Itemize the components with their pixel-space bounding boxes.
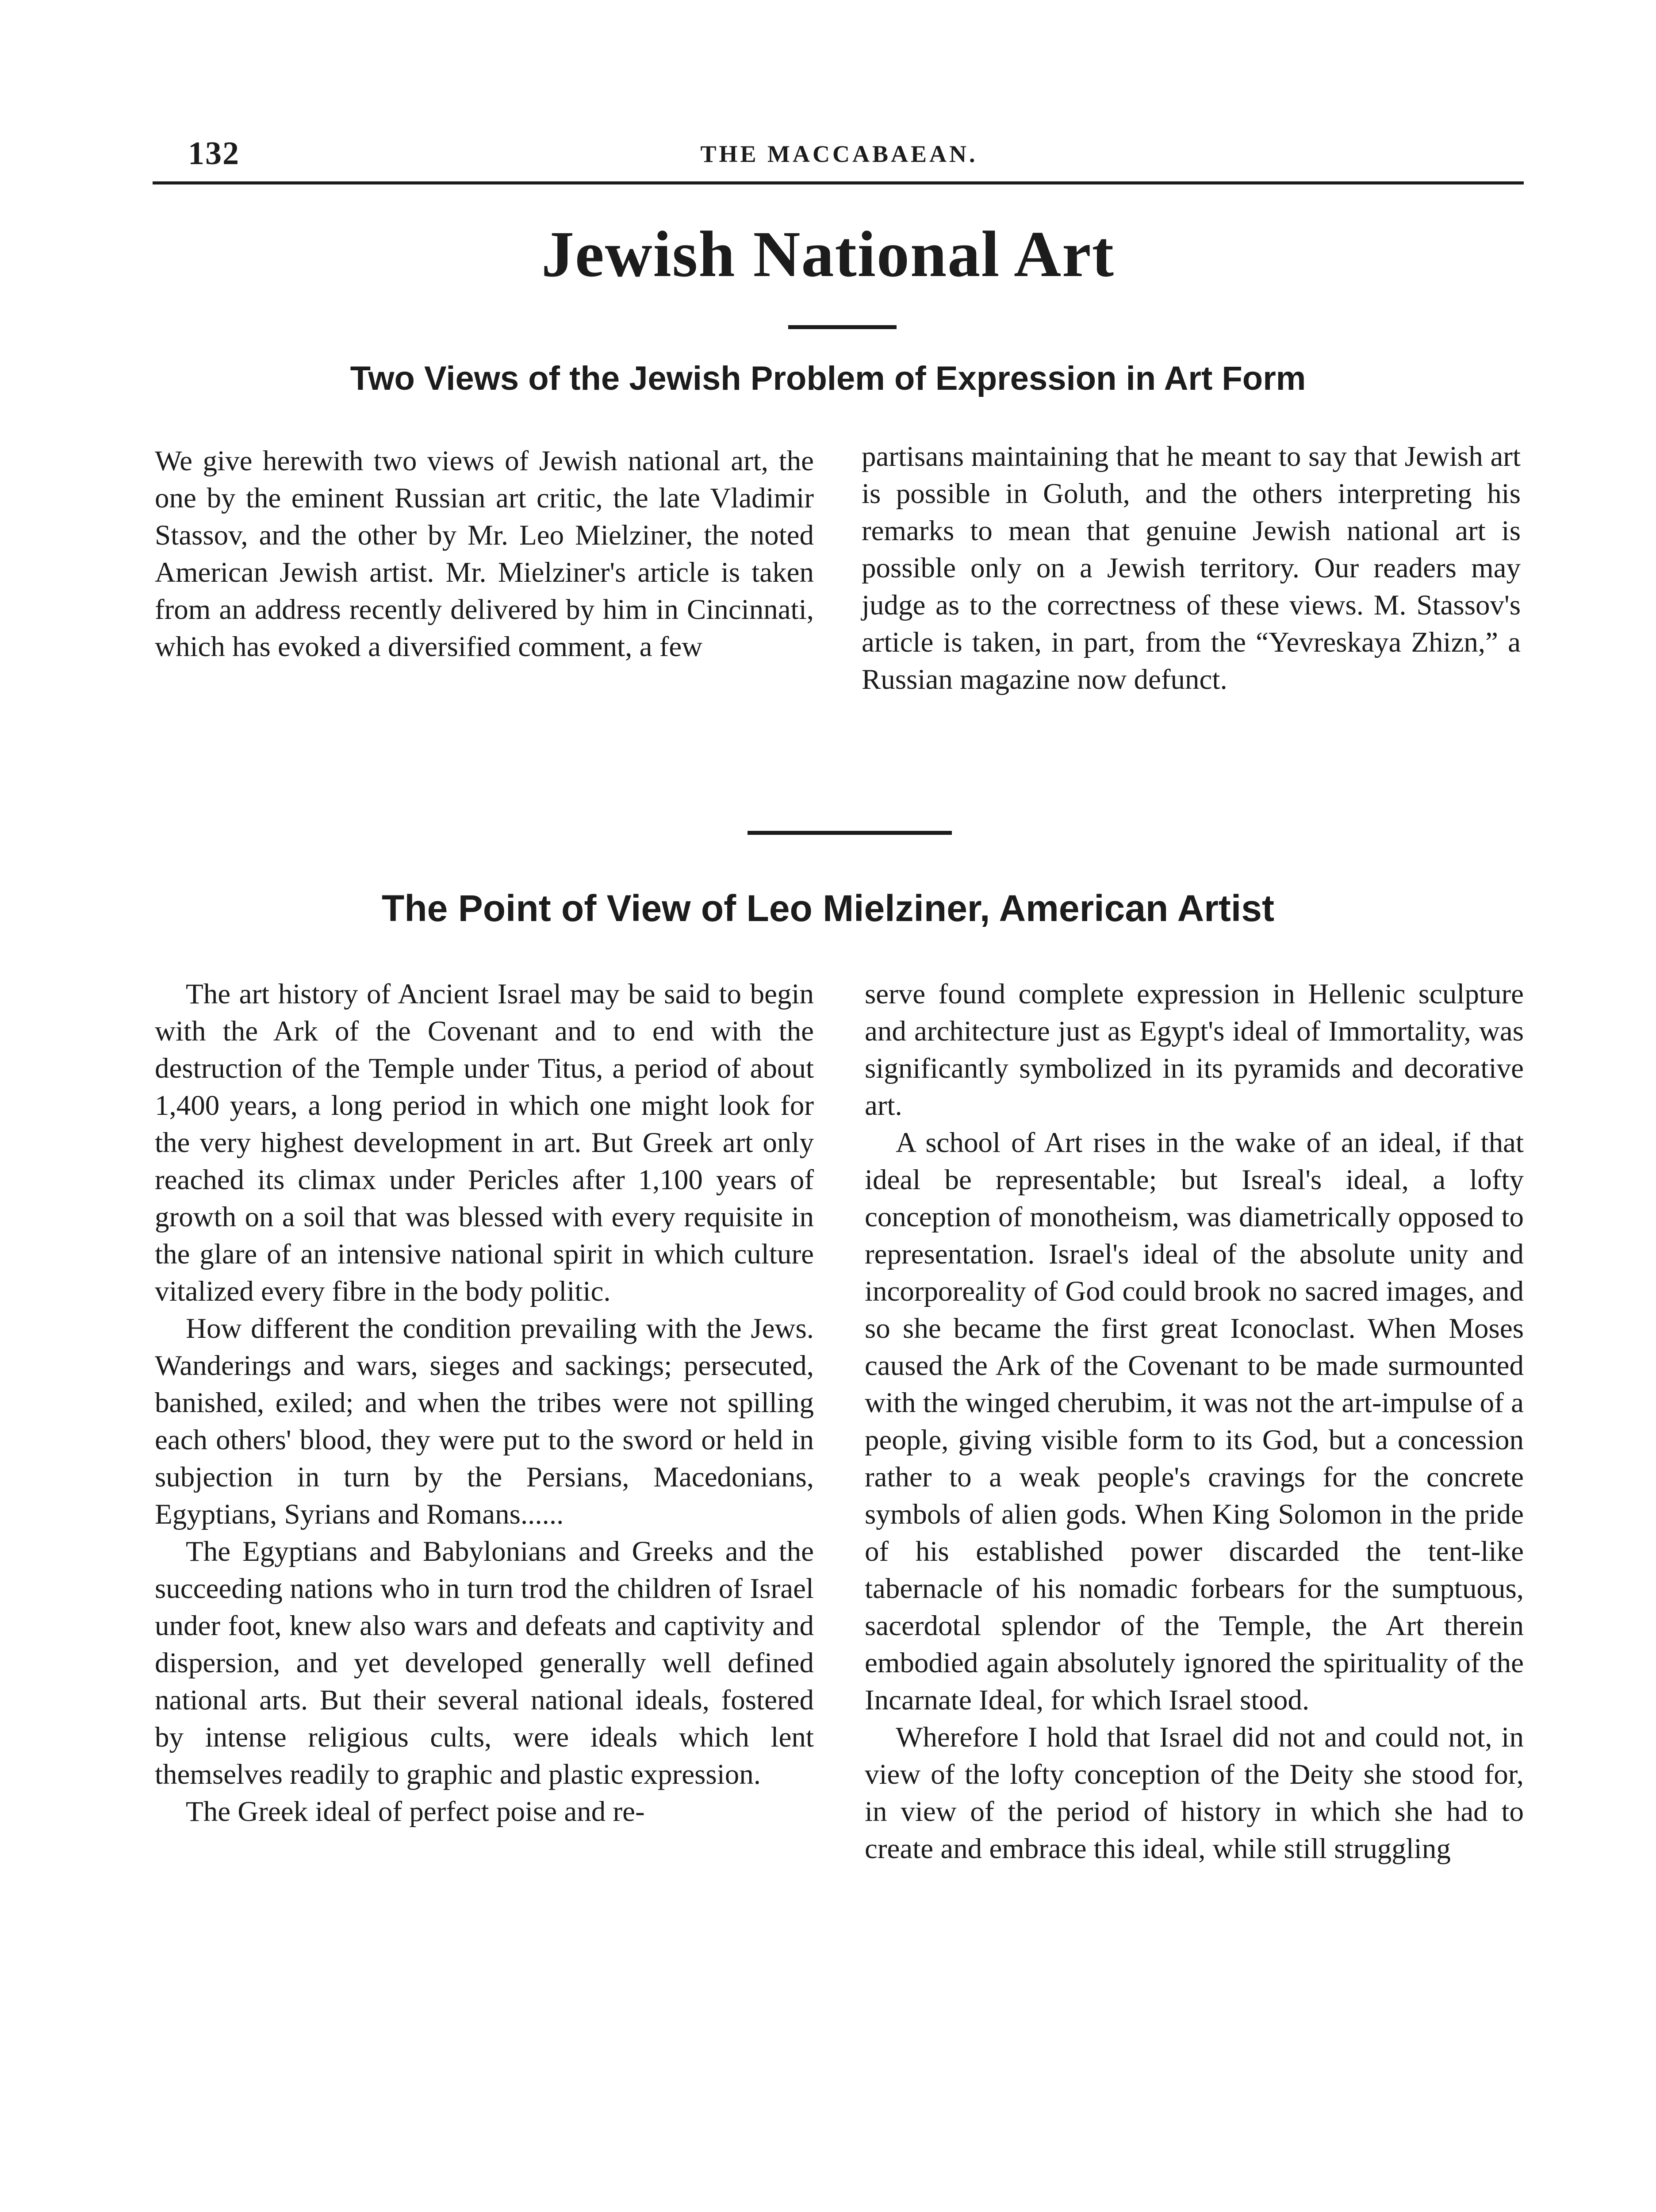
intro-paragraph-left: We give herewith two views of Jewish national art, the one by the eminent Russian art critic, the late Vladimir Stassov, and the other by Mr. Leo Mielziner, the noted American Jewish artist. Mr. Mielziner's article is taken from an address recently delivered by him in Cincinnati, which has evoked a diversified comment, a few — [155, 445, 814, 663]
running-head — [155, 135, 1523, 175]
body-paragraph: The Egyptians and Babylonians and Greeks and the succeeding nations who in turn trod the children of Israel under foot, knew also wars and defeats and captivity and dispersion, and yet developed generally well defined national arts. But their several national ideals, fostered by intense religious cults, were ideals which lent themselves readily to graphic and plastic expression. — [155, 1536, 814, 1790]
title-divider — [788, 325, 897, 329]
intro-left-column — [155, 442, 814, 665]
body-right-column — [865, 975, 1524, 1867]
intro-subtitle: Two Views of the Jewish Problem of Expression in Art Form — [350, 360, 1306, 397]
body-paragraph: The art history of Ancient Israel may be said to begin with the Ark of the Covenant and to end with the destruction of the Temple under Titus, a period of about 1,400 years, a long period in which one might look for the very highest development in art. But Greek art only reached its climax under Pericles after 1,100 years of growth on a soil that was blessed with every requisite in the glare of an intensive national spirit in which culture vitalized every fibre in the body politic. — [155, 978, 814, 1307]
section-subtitle: The Point of View of Leo Mielziner, American Artist — [382, 887, 1274, 929]
journal-title: THE MACCABAEAN. — [700, 141, 978, 167]
body-paragraph: A school of Art rises in the wake of an ideal, if that ideal be representable; but Isreal's ideal, a lofty conception of monotheism, was diametrically opposed to representation. Israel's ideal of the absolute unity and incorporeality of God could brook no sacred images, and so she became the first great Iconoclast. When Moses caused the Ark of the Covenant to be made surmounted with the winged cherubim, it was not the art-impulse of a people, giving visible form to its God, but a concession rather to a weak people's cravings for the concrete symbols of alien gods. When King Solomon in the pride of his established power discarded the tent-like tabernacle of his nomadic forbears for the sumptuous, sacerdotal splendor of the Temple, the Art therein embodied again absolutely ignored the spirituality of the Incarnate Ideal, for which Israel stood. — [865, 1127, 1524, 1716]
page-number: 132 — [188, 135, 240, 172]
intro-right-column — [862, 438, 1521, 698]
header-rule — [153, 181, 1524, 184]
body-paragraph: serve found complete expression in Hellenic sculpture and architecture just as Egypt's ideal of Immortality, was significantly symbolized in its pyramids and decorative art. — [865, 978, 1524, 1121]
body-paragraph: How different the condition prevailing with the Jews. Wanderings and wars, sieges and sackings; persecuted, banished, exiled; and when the tribes were not spilling each others' blood, they were put to the sword or held in subjection in turn by the Persians, Macedonians, Egyptians, Syrians and Romans...... — [155, 1313, 814, 1530]
body-left-column — [155, 975, 814, 1830]
intro-paragraph-right: partisans maintaining that he meant to say that Jewish art is possible in Goluth, and the others interpreting his remarks to mean that genuine Jewish national art is possible only on a Jewish territory. Our readers may judge as to the correctness of these views. M. Stassov's article is taken, in part, from the “Yevreskaya Zhizn,” a Russian magazine now defunct. — [862, 441, 1521, 695]
body-paragraph: The Greek ideal of perfect poise and re- — [186, 1796, 645, 1828]
body-paragraph: Wherefore I hold that Israel did not and could not, in view of the lofty conception of the Deity she stood for, in view of the period of history in which she had to create and embrace this ideal, while still struggling — [865, 1721, 1524, 1865]
section-divider — [748, 831, 952, 835]
article-title: Jewish National Art — [541, 218, 1115, 291]
